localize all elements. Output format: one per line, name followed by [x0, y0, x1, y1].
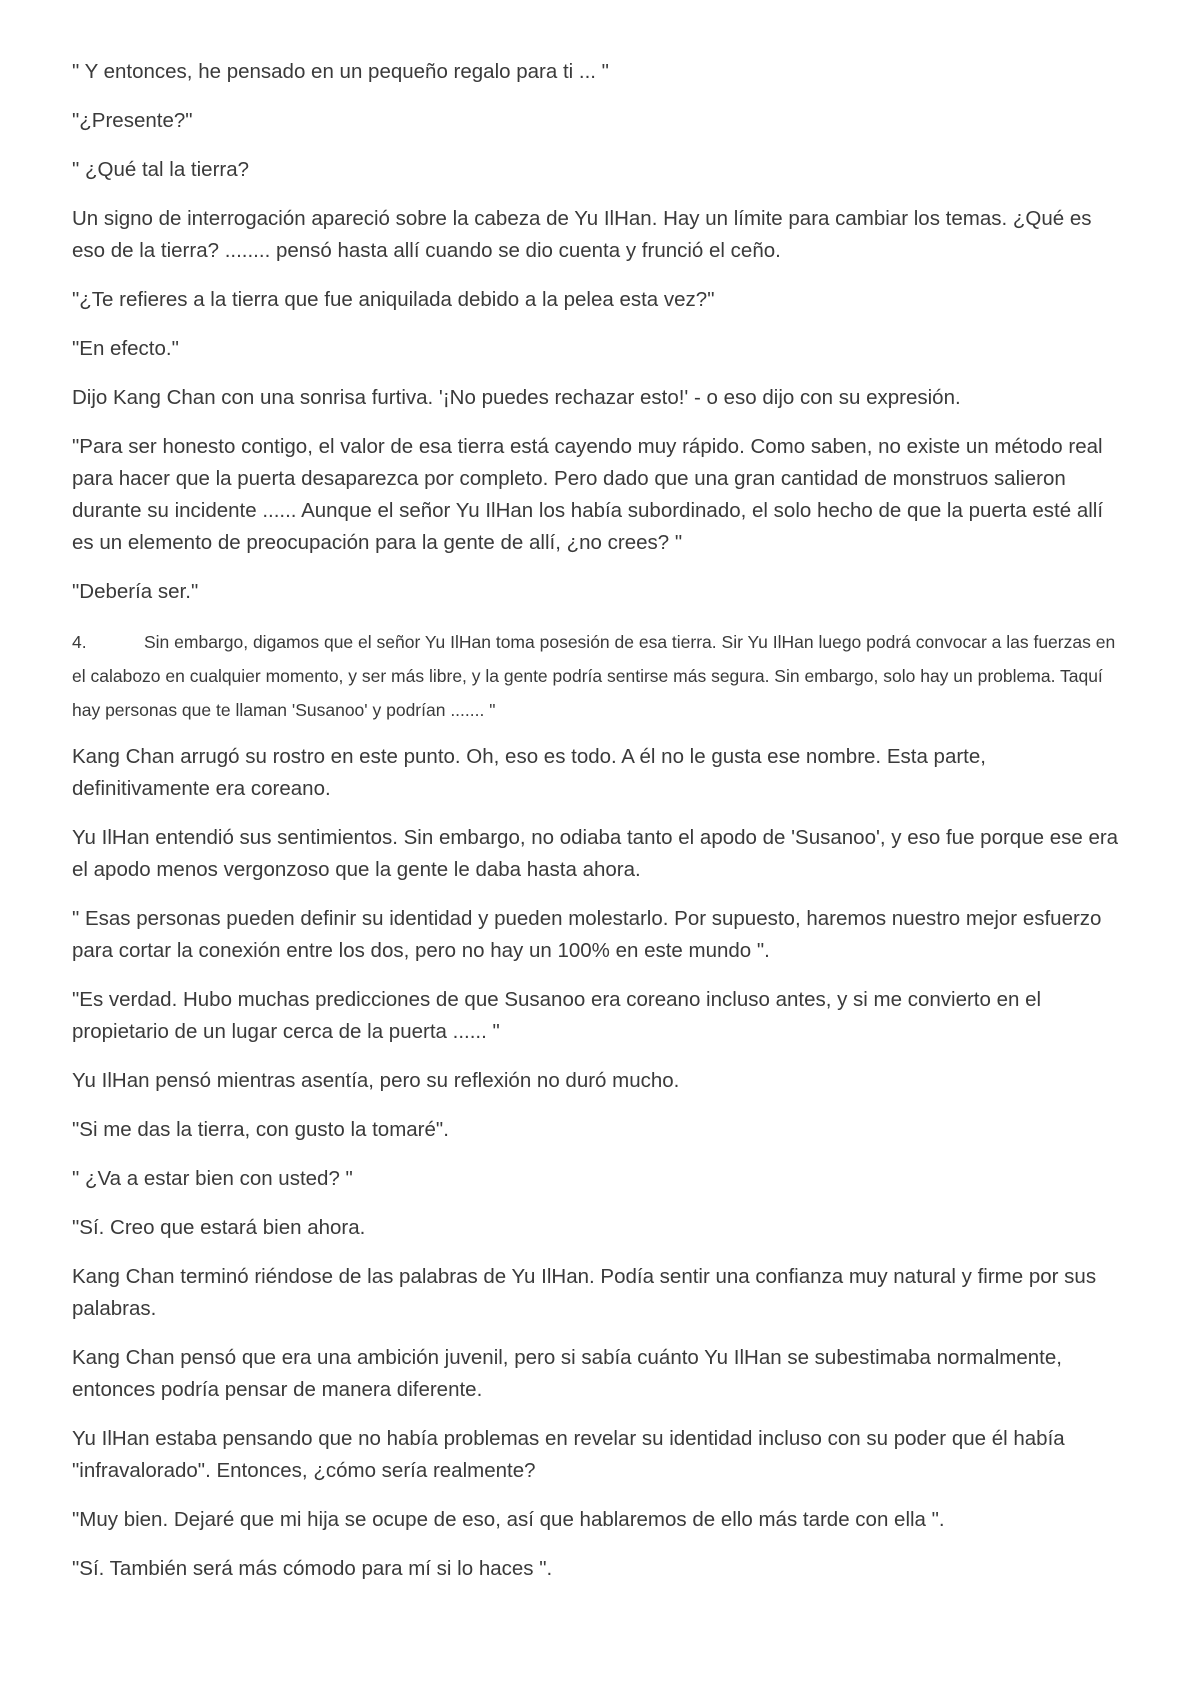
- paragraph-8: "Para ser honesto contigo, el valor de esa tierra está cayendo muy rápido. Como saben, no existe un método real para hacer que la puerta desaparezca por completo. Pero dado que una gran cantidad de monstruos salieron durante su incidente ...... Aunque el señor Yu IlHan los había subordinado, el solo hecho de que la puerta esté allí es un elemento de preocupación para la gente de allí, ¿no crees? ": [72, 435, 1104, 554]
- paragraph-23: "Sí. También será más cómodo para mí si lo haces ".: [72, 1557, 553, 1580]
- paragraph-17: " ¿Va a estar bien con usted? ": [72, 1167, 353, 1190]
- paragraph-4: Un signo de interrogación apareció sobre la cabeza de Yu IlHan. Hay un límite para cambiar los temas. ¿Qué es eso de la tierra? ........ pensó hasta allí cuando se dio cuenta y frunció el ceño.: [72, 207, 1092, 262]
- paragraph-11: Kang Chan arrugó su rostro en este punto. Oh, eso es todo. A él no le gusta ese nombre. Esta parte, definitivamente era coreano.: [72, 745, 986, 800]
- paragraph-7: Dijo Kang Chan con una sonrisa furtiva. '¡No puedes rechazar esto!' - o eso dijo con su expresión.: [72, 386, 961, 409]
- paragraph-9: "Debería ser.": [72, 580, 199, 603]
- paragraph-1: " Y entonces, he pensado en un pequeño regalo para ti ... ": [72, 60, 609, 83]
- paragraph-16: "Si me das la tierra, con gusto la tomaré".: [72, 1118, 449, 1141]
- paragraph-2: "¿Presente?": [72, 109, 193, 132]
- paragraph-12: Yu IlHan entendió sus sentimientos. Sin embargo, no odiaba tanto el apodo de 'Susanoo', y eso fue porque ese era el apodo menos vergonzoso que la gente le daba hasta ahora.: [72, 826, 1119, 881]
- paragraph-20: Kang Chan pensó que era una ambición juvenil, pero si sabía cuánto Yu IlHan se subestimaba normalmente, entonces podría pensar de manera diferente.: [72, 1346, 1062, 1401]
- paragraph-13: " Esas personas pueden definir su identidad y pueden molestarlo. Por supuesto, haremos nuestro mejor esfuerzo para cortar la conexión entre los dos, pero no hay un 100% en este mundo ".: [72, 907, 1102, 962]
- paragraph-21: Yu IlHan estaba pensando que no había problemas en revelar su identidad incluso con su poder que él había "infravalorado". Entonces, ¿cómo sería realmente?: [72, 1427, 1065, 1482]
- paragraph-5: "¿Te refieres a la tierra que fue aniquilada debido a la pelea esta vez?": [72, 288, 715, 311]
- paragraph-14: "Es verdad. Hubo muchas predicciones de que Susanoo era coreano incluso antes, y si me convierto en el propietario de un lugar cerca de la puerta ...... ": [72, 988, 1042, 1043]
- numbered-paragraph-4: [72, 625, 1122, 727]
- numbered-paragraph-text: Sin embargo, digamos que el señor Yu IlHan toma posesión de esa tierra. Sir Yu IlHan luego podrá convocar a las fuerzas en el calabozo en cualquier momento, y ser más libre, y la gente podría sentirse más segura. Sin embargo, solo hay un problema. Taquí hay personas que te llaman 'Susanoo' y podrían ....... ": [72, 632, 1116, 720]
- paragraph-18: "Sí. Creo que estará bien ahora.: [72, 1216, 366, 1239]
- document-body: [72, 56, 1122, 1602]
- paragraph-3: " ¿Qué tal la tierra?: [72, 158, 250, 181]
- paragraph-19: Kang Chan terminó riéndose de las palabras de Yu IlHan. Podía sentir una confianza muy natural y firme por sus palabras.: [72, 1265, 1097, 1320]
- paragraph-22: "Muy bien. Dejaré que mi hija se ocupe de eso, así que hablaremos de ello más tarde con ella ".: [72, 1508, 945, 1531]
- paragraph-15: Yu IlHan pensó mientras asentía, pero su reflexión no duró mucho.: [72, 1069, 680, 1092]
- list-number: 4.: [72, 632, 87, 652]
- paragraph-6: "En efecto.": [72, 337, 179, 360]
